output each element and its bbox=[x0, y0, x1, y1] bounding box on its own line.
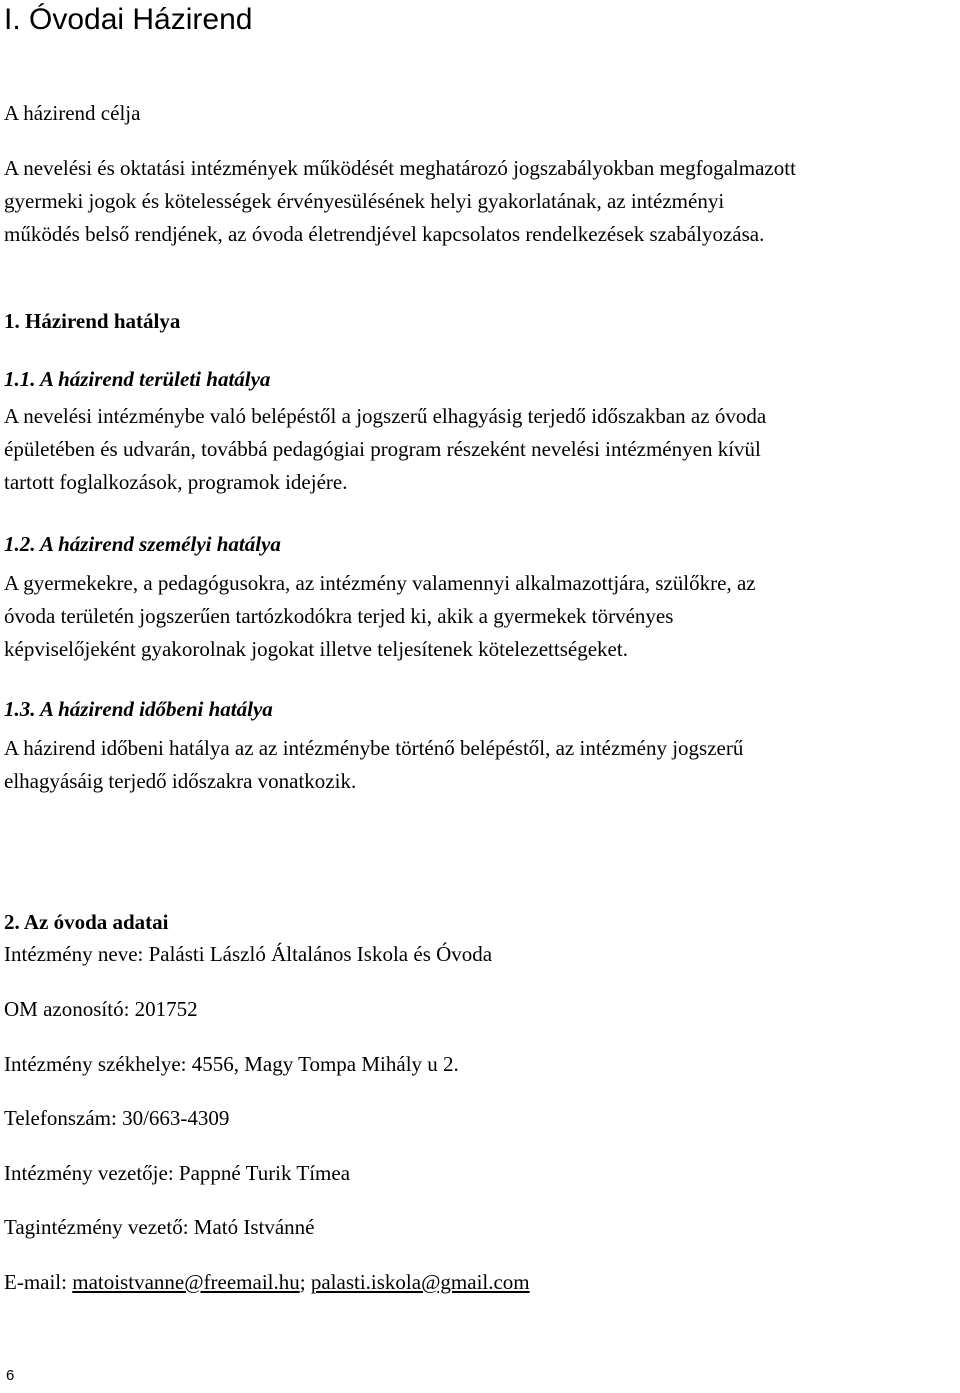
email-label: E-mail: bbox=[4, 1270, 73, 1294]
institution-name: Intézmény neve: Palásti László Általános Iskola és Óvoda bbox=[4, 942, 493, 966]
section-1-1-paragraph bbox=[4, 400, 960, 499]
section-1-2-heading: 1.2. A házirend személyi hatálya bbox=[4, 532, 281, 556]
section-1-1-line: tartott foglalkozások, programok idejére. bbox=[4, 470, 348, 494]
phone-number: Telefonszám: 30/663-4309 bbox=[4, 1106, 230, 1130]
intro-line: A nevelési és oktatási intézmények működését meghatározó jogszabályokban megfogalmazott bbox=[4, 156, 796, 180]
intro-line: működés belső rendjének, az óvoda életrendjével kapcsolatos rendelkezések szabályozása. bbox=[4, 222, 765, 246]
section-1-1-line: épületében és udvarán, továbbá pedagógiai program részeként nevelési intézményen kívül bbox=[4, 437, 761, 461]
institution-seat: Intézmény székhelye: 4556, Magy Tompa Mihály u 2. bbox=[4, 1052, 459, 1076]
email-link-1[interactable]: matoistvanne@freemail.hu bbox=[72, 1270, 300, 1294]
om-id: OM azonosító: 201752 bbox=[4, 997, 198, 1021]
section-1-3-line: A házirend időbeni hatálya az az intézménybe történő belépéstől, az intézmény jogszerű bbox=[4, 736, 744, 760]
section-1-2-paragraph bbox=[4, 567, 960, 666]
intro-line: gyermeki jogok és kötelességek érvényesülésének helyi gyakorlatának, az intézményi bbox=[4, 189, 725, 213]
member-institution-head: Tagintézmény vezető: Mató Istvánné bbox=[4, 1215, 315, 1239]
section-1-2-line: képviselőjeként gyakorolnak jogokat illetve teljesítenek kötelezettségeket. bbox=[4, 637, 628, 661]
section-1-1-line: A nevelési intézménybe való belépéstől a jogszerű elhagyásig terjedő időszakban az óvoda bbox=[4, 404, 767, 428]
page-title: I. Óvodai Házirend bbox=[4, 3, 253, 36]
institution-head: Intézmény vezetője: Pappné Turik Tímea bbox=[4, 1161, 351, 1185]
section-1-3-line: elhagyásáig terjedő időszakra vonatkozik. bbox=[4, 769, 357, 793]
section-1-heading: 1. Házirend hatálya bbox=[4, 309, 181, 333]
email-separator: ; bbox=[299, 1270, 311, 1294]
section-2-heading: 2. Az óvoda adatai bbox=[4, 910, 169, 934]
intro-heading: A házirend célja bbox=[4, 101, 141, 125]
email-line bbox=[4, 1267, 530, 1297]
section-1-3-paragraph bbox=[4, 732, 960, 798]
section-1-2-line: A gyermekekre, a pedagógusokra, az intézmény valamennyi alkalmazottjára, szülőkre, az bbox=[4, 571, 756, 595]
section-1-1-heading: 1.1. A házirend területi hatálya bbox=[4, 367, 271, 391]
page-number: 6 bbox=[6, 1367, 15, 1384]
email-link-2[interactable]: palasti.iskola@gmail.com bbox=[310, 1270, 530, 1294]
section-1-2-line: óvoda területén jogszerűen tartózkodókra terjed ki, akik a gyermekek törvényes bbox=[4, 604, 674, 628]
intro-paragraph bbox=[4, 152, 960, 251]
section-1-3-heading: 1.3. A házirend időbeni hatálya bbox=[4, 697, 273, 721]
